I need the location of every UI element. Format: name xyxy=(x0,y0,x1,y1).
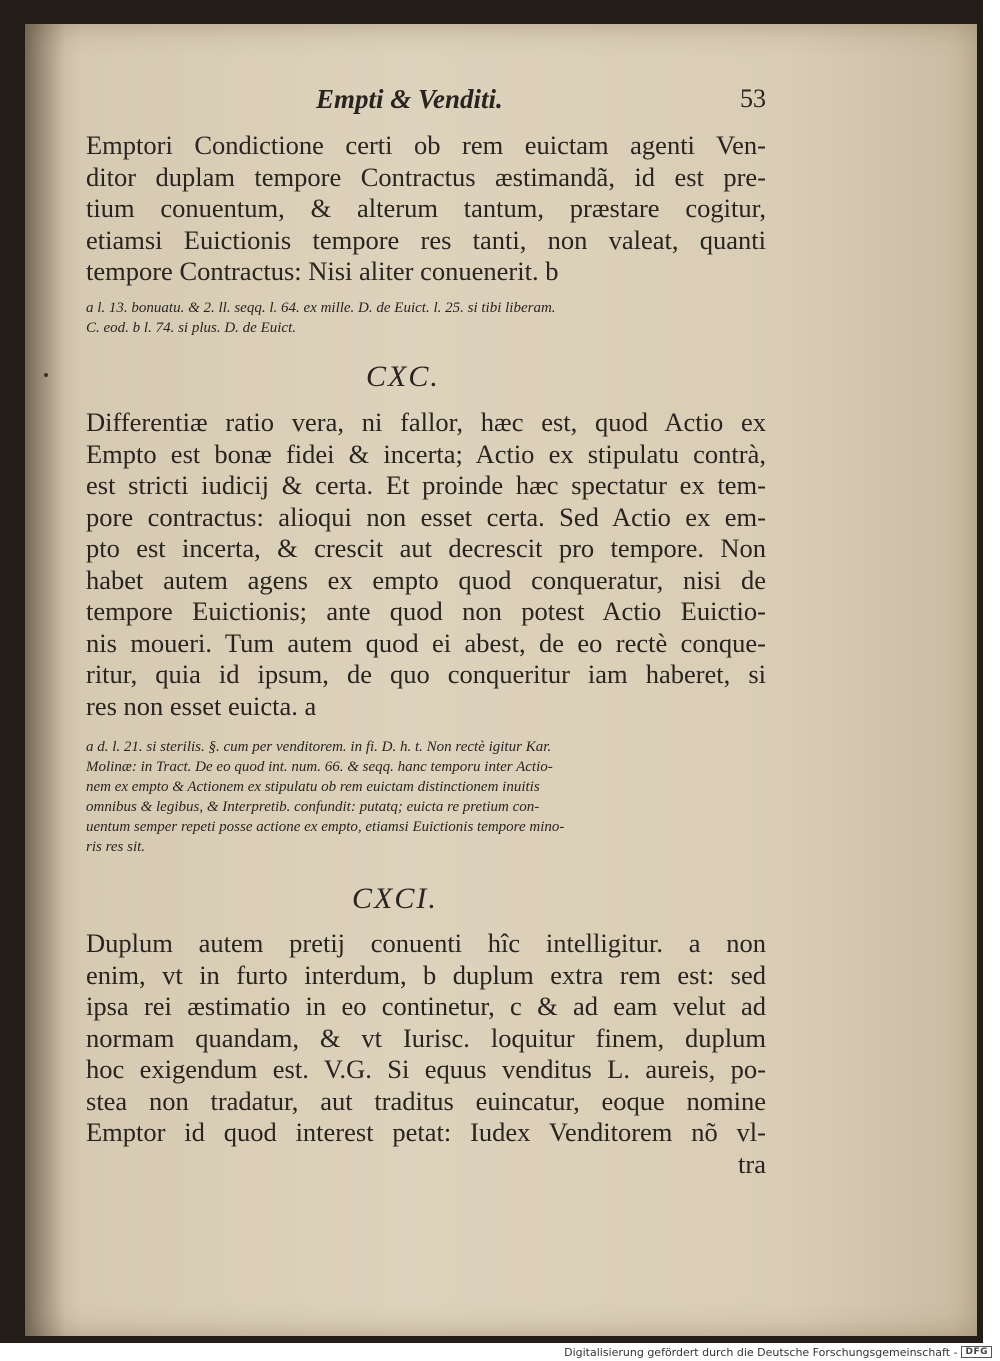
text-line: res non esset euicta. a xyxy=(86,690,317,721)
text-line: Empto est bonæ fidei & incerta; Actio ex stipulatu contrà, xyxy=(86,438,766,469)
text-line: pore contractus: alioqui non esset certa. Sed Actio ex em- xyxy=(86,501,766,532)
note-line: uentum semper repeti posse actione ex empto, etiamsi Euictionis tempore mino- xyxy=(86,819,565,835)
note-line: C. eod. b l. 74. si plus. D. de Euict. xyxy=(86,320,296,336)
text-line: hoc exigendum est. V.G. Si equus venditus L. aureis, po- xyxy=(86,1054,766,1084)
text-line: nis moueri. Tum autem quod ei abest, de eo rectè conque- xyxy=(86,627,766,658)
footnote-1 xyxy=(86,298,766,338)
text-line: ritur, quia id ipsum, de quo conqueritur iam haberet, si xyxy=(86,659,766,689)
text-line: enim, vt in furto interdum, b duplum extra rem est: sed xyxy=(86,959,766,990)
text-line: Duplum autem pretij conuenti hîc intelligitur. a non xyxy=(86,928,766,958)
text-line: Emptori Condictione certi ob rem euictam agenti Ven- xyxy=(86,130,766,160)
text-line: tium conuentum, & alterum tantum, præstare cogitur, xyxy=(86,193,766,223)
text-line: habet autem agens ex empto quod conqueratur, nisi de xyxy=(86,564,766,595)
paragraph-1 xyxy=(86,130,766,288)
text-line: tempore Euictionis; ante quod non potest Actio Euictio- xyxy=(86,596,766,626)
running-title: Empti & Venditi. xyxy=(316,84,503,114)
text-line: etiamsi Euictionis tempore res tanti, non valeat, quanti xyxy=(86,224,766,255)
text-line: Differentiæ ratio vera, ni fallor, hæc est, quod Actio ex xyxy=(86,407,766,437)
paragraph-2 xyxy=(86,407,766,722)
page-header xyxy=(86,84,766,124)
text-line: ditor duplam tempore Contractus æstimandã, id est pre- xyxy=(86,161,766,192)
spine-shadow xyxy=(25,24,65,1336)
ink-speck xyxy=(44,373,48,377)
text-line: pto est incerta, & crescit aut decrescit pro tempore. Non xyxy=(86,533,766,563)
page-number: 53 xyxy=(740,84,766,113)
text-line: stea non tradatur, aut traditus euincatur, eoque nomine xyxy=(86,1085,766,1116)
note-line: a d. l. 21. si sterilis. §. cum per venditorem. in fi. D. h. t. Non rectè igitur Kar. xyxy=(86,739,552,755)
text-line: normam quandam, & vt Iurisc. loquitur finem, duplum xyxy=(86,1022,766,1053)
note-line: a l. 13. bonuatu. & 2. ll. seqq. l. 64. ex mille. D. de Euict. l. 25. si tibi liberam. xyxy=(86,300,556,316)
text-line: Emptor id quod interest petat: Iudex Venditorem nõ vl- xyxy=(86,1117,766,1147)
note-line: nem ex empto & Actionem ex stipulatu ob rem euictam distinctionem inuitis xyxy=(86,779,540,795)
note-line: Molinæ: in Tract. De eo quod int. num. 66. & seqq. hanc temporu inter Actio- xyxy=(86,759,553,775)
section-heading-cxci: CXCI. xyxy=(352,882,438,915)
note-line: ris res sit. xyxy=(86,839,146,855)
digitization-credit xyxy=(564,1343,992,1361)
text-line: ipsa rei æstimatio in eo continetur, c & ad eam velut ad xyxy=(86,991,766,1021)
credit-text: Digitalisierung gefördert durch die Deutsche Forschungsgemeinschaft - xyxy=(564,1345,958,1359)
note-line: omnibus & legibus, & Interpretib. confundit: putatq; euicta re pretium con- xyxy=(86,799,540,815)
catchword: tra xyxy=(738,1148,766,1179)
dfg-logo: DFG xyxy=(961,1346,992,1358)
section-heading-cxc: CXC. xyxy=(366,360,440,393)
text-line: est stricti iudicij & certa. Et proinde hæc spectatur ex tem- xyxy=(86,470,766,500)
text-line: tempore Contractus: Nisi aliter conuenerit. b xyxy=(86,256,559,286)
paragraph-3 xyxy=(86,928,766,1180)
footnote-2 xyxy=(86,737,766,857)
